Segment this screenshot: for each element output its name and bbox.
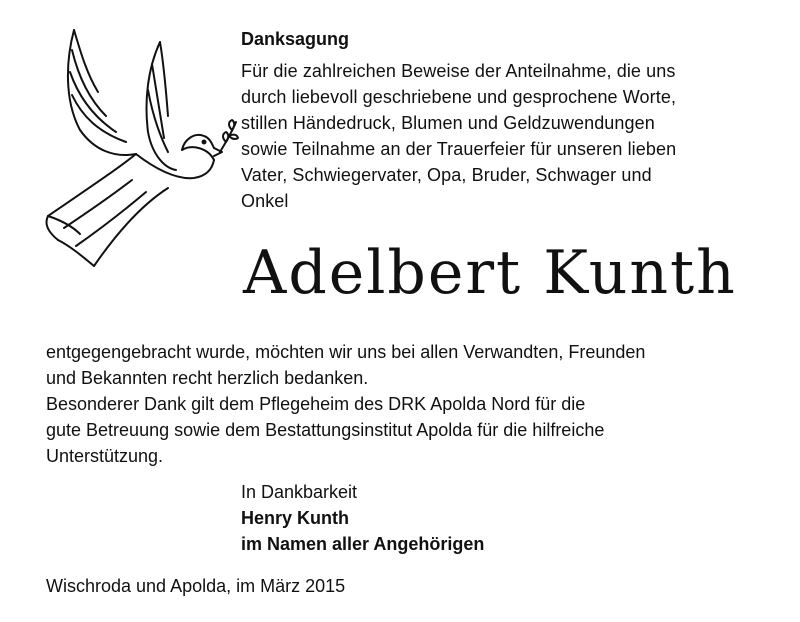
deceased-name: Adelbert Kunth [243,238,737,308]
body-line: gute Betreuung sowie dem Bestattungsinstitut Apolda für die hilfreiche [46,420,605,440]
intro-text [241,58,781,214]
intro-block [241,26,781,214]
dove-icon [36,20,246,270]
intro-line: Für die zahlreichen Beweise der Anteilnahme, die uns [241,61,676,81]
intro-line: durch liebevoll geschriebene und gesprochene Worte, [241,87,677,107]
notice-heading: Danksagung [241,29,350,49]
signer-name: Henry Kunth [241,508,349,528]
intro-line: Onkel [241,191,289,211]
body-line: Besonderer Dank gilt dem Pflegeheim des DRK Apolda Nord für die [46,394,586,414]
body-line: und Bekannten recht herzlich bedanken. [46,368,369,388]
closing-phrase: In Dankbarkeit [241,482,358,502]
intro-line: stillen Händedruck, Blumen und Geldzuwendungen [241,113,655,133]
body-line: entgegengebracht wurde, möchten wir uns bei allen Verwandten, Freunden [46,342,646,362]
place-date: Wischroda und Apolda, im März 2015 [46,576,346,596]
intro-line: Vater, Schwiegervater, Opa, Bruder, Schwager und [241,165,652,185]
intro-line: sowie Teilnahme an der Trauerfeier für unseren lieben [241,139,677,159]
body-line: Unterstützung. [46,446,164,466]
signature-block [241,479,484,557]
body-text [46,339,776,469]
on-behalf-line: im Namen aller Angehörigen [241,534,485,554]
